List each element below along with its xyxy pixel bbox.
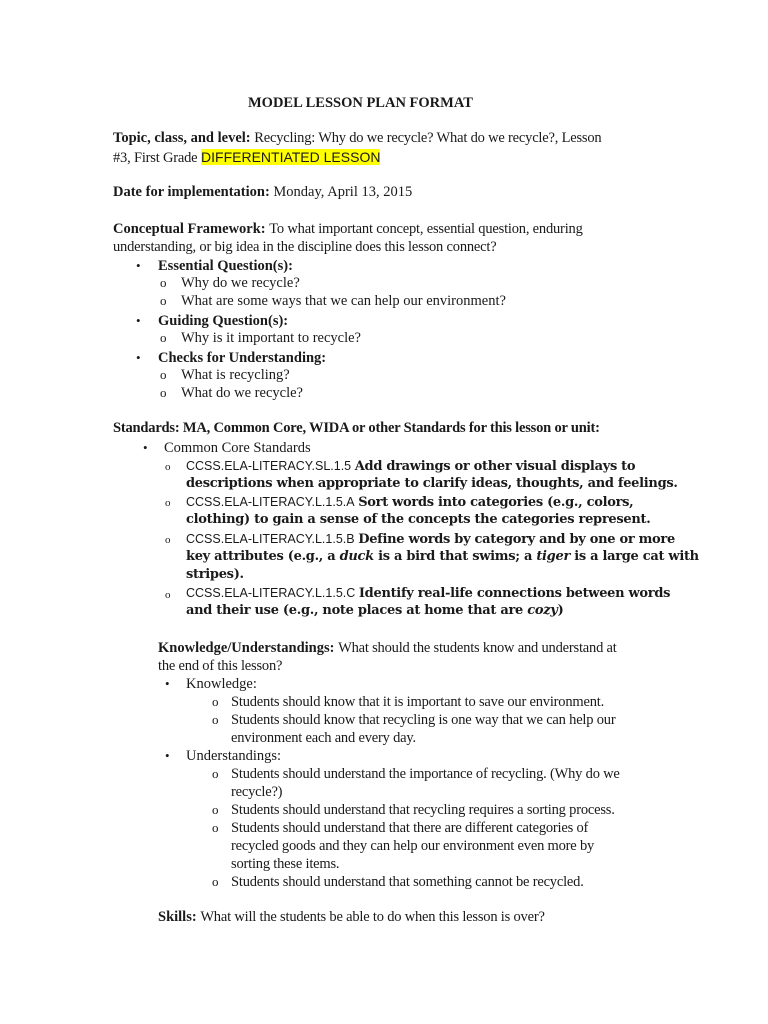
knowledge-line-1 (158, 639, 617, 657)
understandings-item-3-cont-1: recycled goods and they can help our environment even more by (231, 838, 595, 854)
circle-bullet-icon: o (212, 802, 219, 817)
topic-line-2 (113, 148, 380, 167)
standard-3-text-2c: is a bird that swims; a (373, 549, 537, 564)
bullet-icon: • (136, 350, 141, 365)
understandings-item-3-cont-2: sorting these items. (231, 856, 340, 872)
topic-line-1 (113, 129, 601, 147)
standard-3-text-2a: key attributes (e.g., a (186, 549, 340, 564)
knowledge-item-2: Students should know that recycling is one way that we can help our (231, 712, 616, 728)
standard-4-line-2 (186, 602, 563, 620)
understandings-item-4: Students should understand that something cannot be recycled. (231, 874, 584, 890)
knowledge-text-2: the end of this lesson? (158, 658, 283, 674)
standard-4-cozy: cozy (527, 603, 558, 618)
bullet-icon: • (136, 313, 141, 328)
standard-4-text-2a: and their use (e.g., note places at home that are (186, 603, 528, 618)
topic-text-1: Recycling: Why do we recycle? What do we recycle?, Lesson (254, 130, 602, 146)
standard-3-line-2 (186, 548, 699, 566)
circle-bullet-icon: o (165, 589, 171, 601)
skills-text: What will the students be able to do when this lesson is over? (200, 909, 545, 925)
guiding-heading: Guiding Question(s): (158, 313, 289, 329)
bullet-icon: • (143, 440, 148, 455)
standard-4-text-2c: ) (557, 603, 564, 618)
standard-1-line-1 (186, 457, 635, 476)
standard-3-duck: duck (339, 549, 374, 564)
standard-3-line-1 (186, 530, 675, 549)
conceptual-text-2: understanding, or big idea in the discipline does this lesson connect? (113, 239, 497, 255)
standard-2-text-2: clothing) to gain a sense of the concepts the categories represent. (186, 512, 651, 527)
standard-4-line-1 (186, 584, 670, 603)
standard-3-text-3: stripes). (186, 567, 244, 582)
standards-heading: Standards: MA, Common Core, WIDA or other Standards for this lesson or unit: (113, 420, 600, 436)
differentiated-highlight: DIFFERENTIATED LESSON (201, 149, 381, 165)
skills-line (158, 908, 545, 926)
knowledge-item-1: Students should know that it is important to save our environment. (231, 694, 605, 710)
circle-bullet-icon: o (165, 534, 171, 546)
standard-2-code: CCSS.ELA-LITERACY.L.1.5.A (186, 495, 355, 509)
page-title: MODEL LESSON PLAN FORMAT (248, 95, 473, 111)
understandings-item-1-cont: recycle?) (231, 784, 283, 800)
date-line (113, 183, 412, 201)
standard-3-text-1: Define words by category and by one or more (358, 532, 675, 547)
standard-2-text-1: Sort words into categories (e.g., colors, (358, 495, 634, 510)
standard-1-code: CCSS.ELA-LITERACY.SL.1.5 (186, 459, 352, 473)
checks-item-2: What do we recycle? (181, 385, 303, 401)
standard-1-text-2: descriptions when appropriate to clarify ideas, thoughts, and feelings. (186, 476, 678, 491)
understandings-item-1: Students should understand the importance of recycling. (Why do we (231, 766, 620, 782)
knowledge-text-1: What should the students know and understand at (338, 640, 617, 656)
standard-3-text-2e: is a large cat with (570, 549, 699, 564)
circle-bullet-icon: o (160, 385, 167, 400)
understandings-heading: Understandings: (186, 748, 282, 764)
topic-text-2: #3, First Grade (113, 150, 198, 166)
knowledge-item-2-cont: environment each and every day. (231, 730, 416, 746)
circle-bullet-icon: o (160, 367, 167, 382)
knowledge-heading: Knowledge: (186, 676, 257, 692)
common-core-subheading: Common Core Standards (164, 440, 311, 456)
standard-4-text-1: Identify real-life connections between words (358, 586, 671, 601)
guiding-item-1: Why is it important to recycle? (181, 330, 361, 346)
circle-bullet-icon: o (160, 275, 167, 290)
circle-bullet-icon: o (160, 330, 167, 345)
understandings-item-3: Students should understand that there are different categories of (231, 820, 589, 836)
essential-heading: Essential Question(s): (158, 258, 293, 274)
bullet-icon: • (165, 748, 170, 763)
checks-heading: Checks for Understanding: (158, 350, 327, 366)
bullet-icon: • (165, 676, 170, 691)
checks-item-1: What is recycling? (181, 367, 290, 383)
knowledge-label: Knowledge/Understandings: (158, 640, 335, 656)
circle-bullet-icon: o (212, 766, 219, 781)
bullet-icon: • (136, 258, 141, 273)
circle-bullet-icon: o (160, 293, 167, 308)
date-value: Monday, April 13, 2015 (273, 184, 413, 200)
circle-bullet-icon: o (165, 497, 171, 509)
circle-bullet-icon: o (212, 712, 219, 727)
essential-item-1: Why do we recycle? (181, 275, 300, 291)
conceptual-line-1 (113, 220, 583, 238)
standard-1-text-1: Add drawings or other visual displays to (354, 459, 636, 474)
understandings-item-2: Students should understand that recycling requires a sorting process. (231, 802, 615, 818)
date-label: Date for implementation: (113, 184, 270, 200)
essential-item-2: What are some ways that we can help our environment? (181, 293, 506, 309)
circle-bullet-icon: o (165, 461, 171, 473)
circle-bullet-icon: o (212, 874, 219, 889)
standard-4-code: CCSS.ELA-LITERACY.L.1.5.C (186, 586, 356, 600)
circle-bullet-icon: o (212, 694, 219, 709)
topic-label: Topic, class, and level: (113, 130, 251, 146)
conceptual-text-1: To what important concept, essential question, enduring (269, 221, 583, 237)
standard-3-tiger: tiger (536, 549, 570, 564)
conceptual-label: Conceptual Framework: (113, 221, 266, 237)
skills-label: Skills: (158, 909, 197, 925)
standard-2-line-1 (186, 493, 633, 512)
circle-bullet-icon: o (212, 820, 219, 835)
standard-3-code: CCSS.ELA-LITERACY.L.1.5.B (186, 532, 355, 546)
